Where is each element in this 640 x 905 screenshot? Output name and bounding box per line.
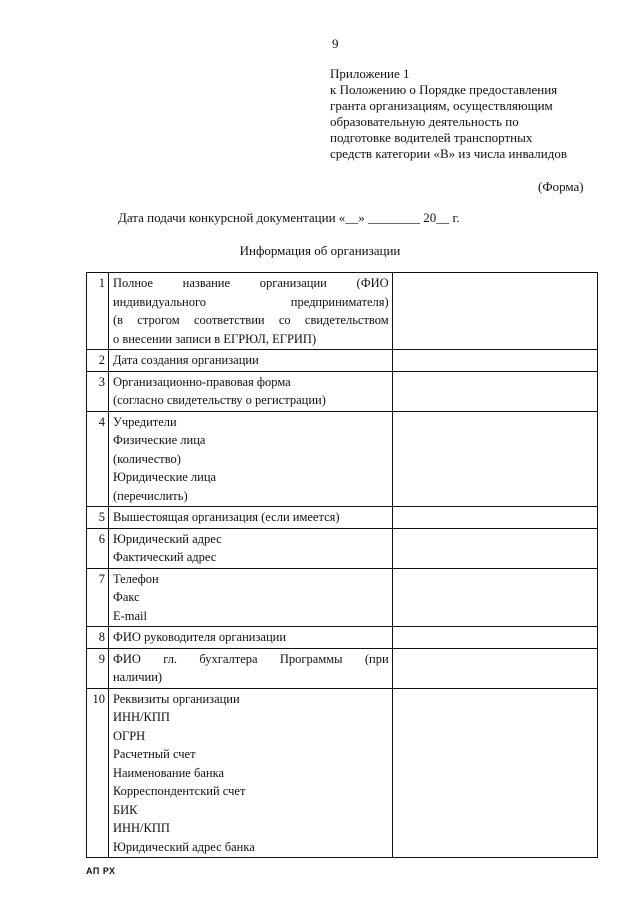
row-value-cell[interactable] (392, 371, 597, 411)
row-label-line: Полное название организации (ФИО (112, 276, 389, 290)
footer-mark: АП РХ (86, 866, 116, 876)
row-value-cell[interactable] (392, 528, 597, 568)
table-row (87, 507, 598, 529)
row-label-line: Физические лица (112, 433, 206, 447)
row-number: 2 (87, 350, 109, 372)
row-number: 1 (87, 273, 109, 350)
appendix-line: образовательную деятельность по (330, 114, 519, 129)
row-label-line: Факс (112, 590, 140, 604)
row-label-line: о внесении записи в ЕГРЮЛ, ЕГРИП) (112, 331, 317, 346)
row-label-line: E-mail (112, 608, 147, 623)
row-label-line: индивидуального предпринимателя) (112, 294, 389, 309)
row-label-line: Учредители (112, 414, 177, 429)
row-label-line: (в строгом соответствии со свидетельством (112, 313, 389, 327)
row-label-line: (количество) (112, 451, 181, 466)
row-label-line: БИК (112, 802, 138, 817)
row-number: 6 (87, 528, 109, 568)
appendix-header (330, 66, 567, 162)
row-value-cell[interactable] (392, 350, 597, 372)
row-label-line: (перечислить) (112, 488, 188, 503)
row-label-line: Дата создания организации (112, 353, 259, 367)
row-label-line: ИНН/КПП (112, 710, 170, 724)
row-number: 5 (87, 507, 109, 529)
row-value-cell[interactable] (392, 568, 597, 627)
form-label: (Форма) (538, 179, 584, 194)
row-value-cell[interactable] (392, 648, 597, 688)
row-label-line: ОГРН (112, 728, 146, 743)
row-value-cell[interactable] (392, 627, 597, 649)
appendix-line: Приложение 1 (330, 66, 410, 81)
row-label-line: Телефон (112, 571, 159, 586)
row-number: 7 (87, 568, 109, 627)
row-label-line: Вышестоящая организация (если имеется) (112, 510, 340, 524)
appendix-line: гранта организациям, осуществляющим (330, 98, 553, 113)
table-row (87, 371, 598, 411)
row-label (108, 568, 392, 627)
row-label (108, 273, 392, 350)
row-label-line: ФИО гл. бухгалтера Программы (при (112, 651, 389, 666)
row-label-line: (согласно свидетельству о регистрации) (112, 393, 326, 407)
page-number: 9 (332, 36, 339, 51)
row-label-line: Расчетный счет (112, 747, 196, 761)
row-value-cell[interactable] (392, 688, 597, 858)
appendix-line: к Положению о Порядке предоставления (330, 82, 558, 97)
row-label-line: ФИО руководителя организации (112, 630, 287, 644)
row-label (108, 350, 392, 372)
table-row (87, 568, 598, 627)
row-label-line: Наименование банка (112, 765, 224, 780)
row-label (108, 688, 392, 858)
table-row (87, 350, 598, 372)
row-label-line: Реквизиты организации (112, 691, 240, 706)
table-row (87, 411, 598, 507)
row-label (108, 627, 392, 649)
appendix-line: подготовке водителей транспортных (330, 130, 533, 145)
row-label (108, 507, 392, 529)
table-row (87, 273, 598, 350)
row-number: 8 (87, 627, 109, 649)
table-row (87, 648, 598, 688)
row-label-line: наличии) (112, 670, 163, 684)
row-value-cell[interactable] (392, 273, 597, 350)
row-number: 10 (87, 688, 109, 858)
appendix-line: средств категории «В» из числа инвалидов (330, 146, 567, 161)
table-row (87, 688, 598, 858)
row-number: 9 (87, 648, 109, 688)
row-label-line: ИНН/КПП (112, 821, 170, 835)
row-value-cell[interactable] (392, 411, 597, 507)
organization-info-table (86, 272, 598, 858)
submission-date-line: Дата подачи конкурсной документации «__» ________ 20__ г. (118, 210, 460, 225)
row-label (108, 371, 392, 411)
row-label-line: Юридический адрес банка (112, 839, 255, 854)
row-label-line: Юридические лица (112, 470, 217, 484)
table-row (87, 627, 598, 649)
row-label-line: Юридический адрес (112, 531, 222, 546)
row-value-cell[interactable] (392, 507, 597, 529)
row-number: 4 (87, 411, 109, 507)
row-label (108, 648, 392, 688)
row-label-line: Фактический адрес (112, 550, 217, 564)
row-label (108, 411, 392, 507)
row-number: 3 (87, 371, 109, 411)
table-title: Информация об организации (239, 243, 401, 258)
row-label-line: Корреспондентский счет (112, 784, 246, 798)
row-label (108, 528, 392, 568)
table-row (87, 528, 598, 568)
row-label-line: Организационно-правовая форма (112, 374, 291, 389)
